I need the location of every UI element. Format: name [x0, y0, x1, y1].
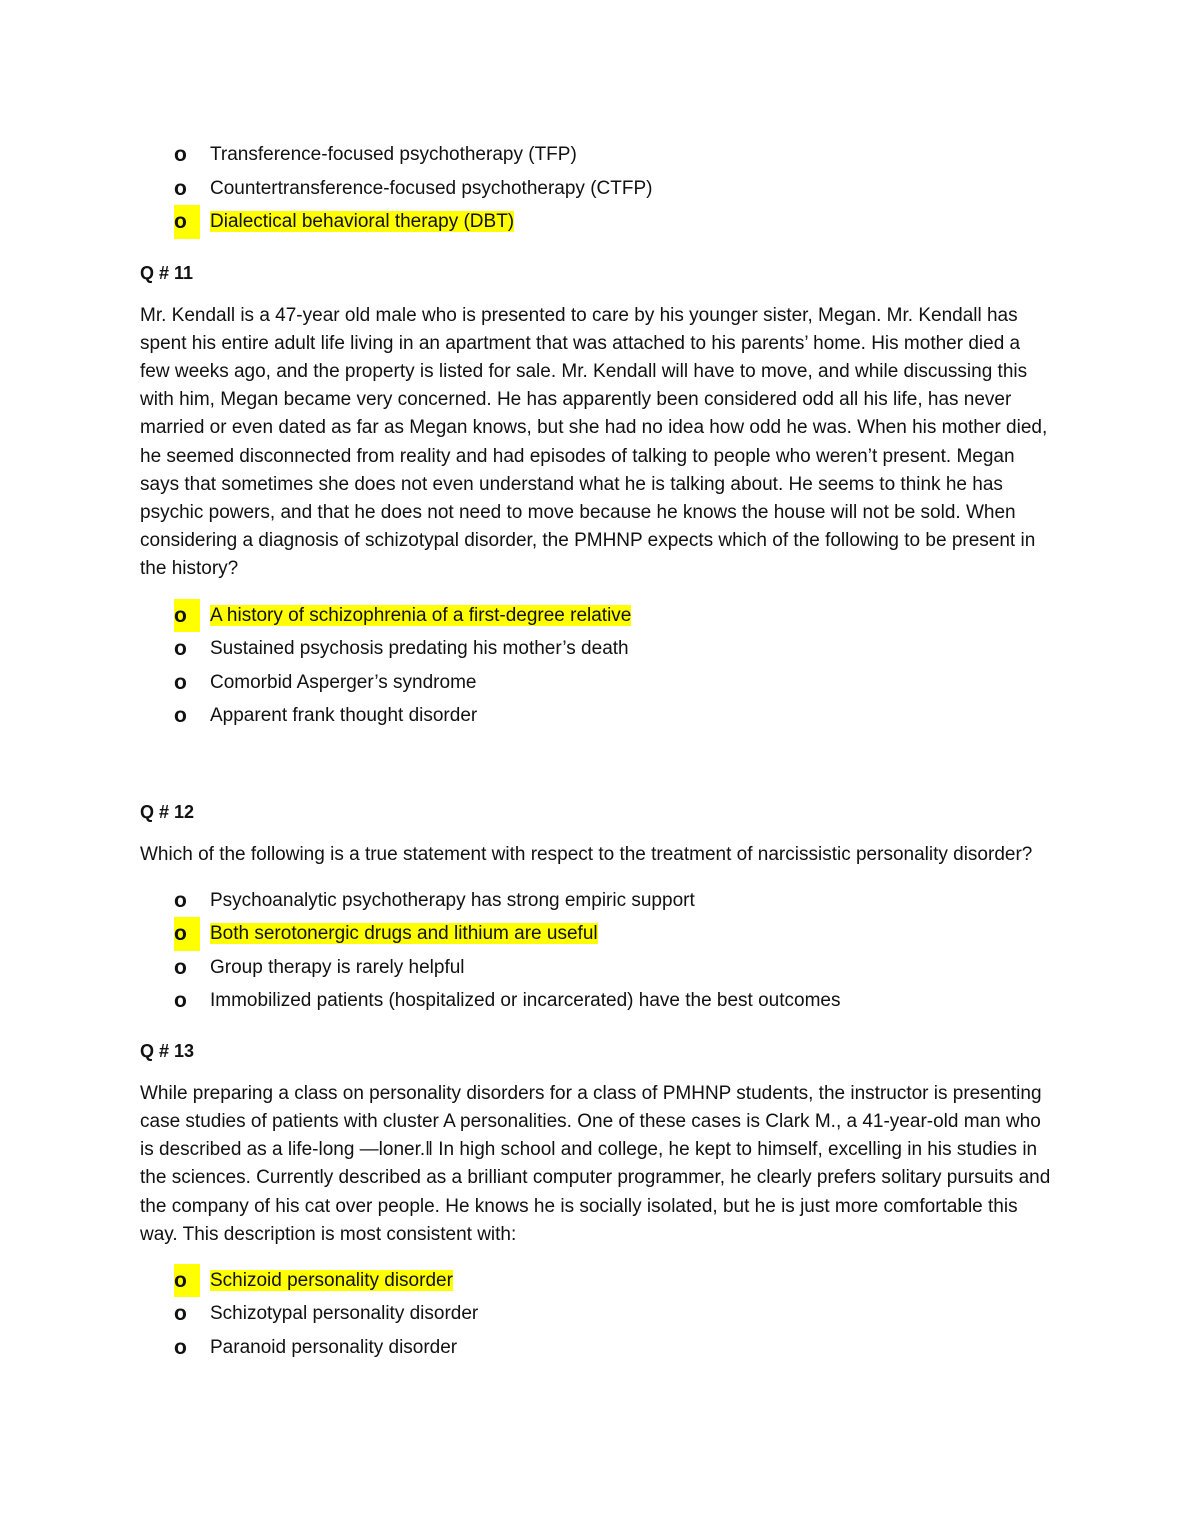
- option-text: Both serotonergic drugs and lithium are useful: [210, 923, 598, 945]
- q13-option-2: [140, 1297, 1052, 1331]
- option-text: Schizoid personality disorder: [210, 1269, 453, 1291]
- q13-label: Q # 13: [140, 1040, 195, 1061]
- bullet-icon: o: [174, 670, 187, 694]
- option-text: Schizotypal personality disorder: [210, 1303, 479, 1325]
- q12-label: Q # 12: [140, 801, 195, 822]
- option-text: Countertransference-focused psychotherapy (CTFP): [210, 177, 653, 199]
- q12-option-2: [140, 917, 1052, 951]
- q12-option-4: [140, 984, 1052, 1018]
- bullet-icon: o: [174, 599, 200, 633]
- option-text: Comorbid Asperger’s syndrome: [210, 671, 477, 693]
- document-page: [140, 140, 1052, 1364]
- q10-options: [140, 138, 1052, 239]
- bullet-icon: o: [174, 1302, 187, 1326]
- option-text: Group therapy is rarely helpful: [210, 956, 465, 978]
- bullet-icon: o: [174, 917, 200, 951]
- bullet-icon: o: [174, 1264, 200, 1298]
- option-text: Transference-focused psychotherapy (TFP): [210, 144, 577, 165]
- bullet-icon: o: [174, 637, 187, 661]
- q13-stem: While preparing a class on personality disorders for a class of PMHNP students, the instructor is presenting case studies of patients with cluster A personalities. One of these cases is Clark M., a 41-year-old man who is described as a life-long ―loner.‖ In high school and college, he kept to himself, excelling in his studies in the sciences. Currently described as a brilliant computer programmer, he clearly prefers solitary pursuits and the company of his cat over people. He knows he is socially isolated, but he is just more comfortable this way. This description is most consistent with:: [140, 1082, 1051, 1245]
- q11-label: Q # 11: [140, 262, 194, 283]
- option-text: Sustained psychosis predating his mother’s death: [210, 638, 629, 660]
- q12-option-3: [140, 951, 1052, 985]
- q12-option-1: [140, 884, 1052, 918]
- q12-stem: Which of the following is a true statement with respect to the treatment of narcissistic personality disorder?: [140, 843, 1033, 865]
- q13-option-3: [140, 1331, 1052, 1365]
- option-text: Apparent frank thought disorder: [210, 705, 478, 727]
- option-text: A history of schizophrenia of a first-degree relative: [210, 604, 632, 626]
- bullet-icon: o: [174, 205, 200, 239]
- bullet-icon: o: [174, 955, 187, 979]
- q12-options: [140, 884, 1052, 1018]
- q10-option-1: [140, 138, 1052, 172]
- q11-stem: Mr. Kendall is a 47-year old male who is presented to care by his younger sister, Megan. Mr. Kendall has spent his entire adult life living in an apartment that was attached to his parents’ home. His mother died a few weeks ago, and the property is listed for sale. Mr. Kendall will have to move, and while discussing this with him, Megan became very concerned. He has apparently been considered odd all his life, has never married or even dated as far as Megan knows, but she had no idea how odd he was. When his mother died, he seemed disconnected from reality and had episodes of talking to people who weren’t present. Megan says that sometimes she does not even understand what he is talking about. He seems to think he has psychic powers, and that he does not need to move because he knows the house will not be sold. When considering a diagnosis of schizotypal disorder, the PMHNP expects which of the following to be present in the history?: [140, 304, 1048, 580]
- bullet-icon: o: [174, 1335, 187, 1359]
- q11-option-1: [140, 599, 1052, 633]
- bullet-icon: o: [174, 989, 187, 1013]
- q11-option-4: [140, 699, 1052, 733]
- option-text: Dialectical behavioral therapy (DBT): [210, 211, 515, 232]
- option-text: Paranoid personality disorder: [210, 1336, 458, 1358]
- q11-option-3: [140, 666, 1052, 700]
- option-text: Immobilized patients (hospitalized or incarcerated) have the best outcomes: [210, 990, 841, 1012]
- q13-options: [140, 1264, 1052, 1365]
- q11-options: [140, 599, 1052, 733]
- q10-option-2: [140, 172, 1052, 206]
- bullet-icon: o: [174, 176, 187, 200]
- q11-option-2: [140, 632, 1052, 666]
- q13-option-1: [140, 1264, 1052, 1298]
- bullet-icon: o: [174, 888, 187, 912]
- option-text: Psychoanalytic psychotherapy has strong empiric support: [210, 889, 695, 911]
- bullet-icon: o: [174, 704, 187, 728]
- bullet-icon: o: [174, 143, 187, 166]
- q10-option-3: [140, 205, 1052, 239]
